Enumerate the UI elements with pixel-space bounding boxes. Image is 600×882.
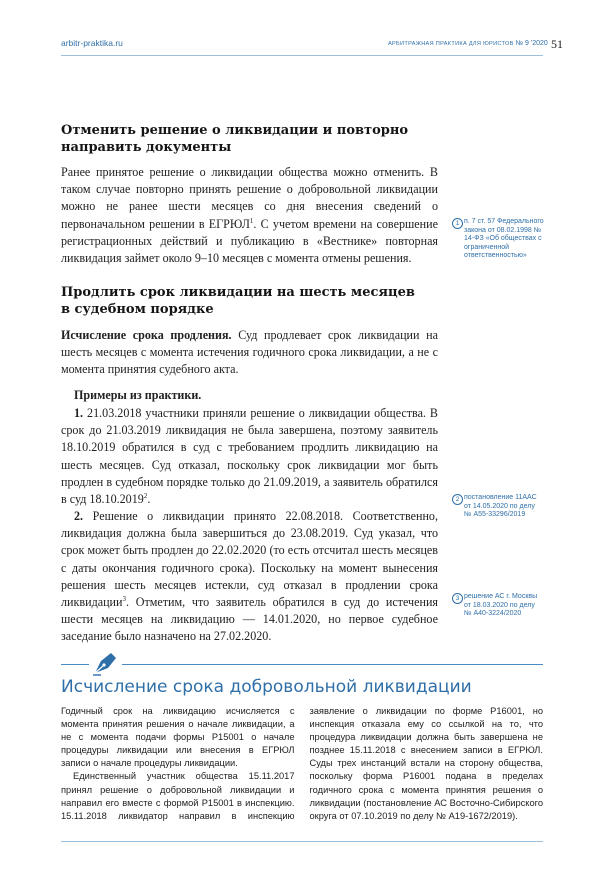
- magazine-title: [388, 40, 548, 47]
- footnote-ref-3[interactable]: 3: [122, 594, 127, 603]
- section1-paragraph: [61, 164, 438, 267]
- footnote-ref-2[interactable]: 2: [143, 491, 148, 500]
- example-2-text: Решение о ликвидации принято 22.08.2018. Соответственно, ликвидация должна была завершиться до 23.08.2019. Суд указал, что срок может быть продлен до 22.02.2020 (то есть отсчитал шесть месяцев с даты окончания годичного срока). Поскольку на момент вынесения решения шесть месяцев истекли, суд отказал в продлении срока ликвидации: [61, 509, 438, 610]
- section2-heading: [61, 284, 441, 318]
- section2-lead: [61, 327, 438, 379]
- sidenote-2-text: постановление 11ААС от 14.05.2020 по делу № А55-33296/2019: [464, 494, 537, 519]
- sidenote-3-text: решение АС г. Москвы от 18.03.2020 по делу № А40-3224/2020: [464, 593, 538, 618]
- section1-text: Ранее принятое решение о ликвидации общества можно отменить. В таком случае повторно принять решение о добровольной ликвидации можно не ранее шести месяцев со дня внесения сведений о первоначальном решении в ЕГРЮЛ: [61, 165, 438, 231]
- sidenote-2: [452, 494, 544, 520]
- pen-nib-icon: [91, 651, 119, 677]
- issue-number: № 9 '2020: [515, 40, 548, 47]
- box-bottom-rule: [61, 841, 543, 842]
- box-paragraph-1: Годичный срок на ликвидацию исчисляется с момента принятия решения о начале ликвидации, а не с момента подачи формы Р15001 о начале процедуры ликвидации или внесения в ЕГРЮЛ записи о начале процедуры ликвидации.: [61, 706, 295, 769]
- example-2-number: 2.: [74, 509, 84, 523]
- section2-title-line2: в судебном порядке: [61, 302, 214, 317]
- example-1-text: 21.03.2018 участники приняли решение о ликвидации общества. В срок до 21.03.2019 ликвидация не была завершена, поэтому заявитель 18.10.2019 обратился в суд с требованием продлить ликвидацию на шесть месяцев. Суд отказал, поскольку срок ликвидации мог быть продлен в судебном порядке только до 21.09.2019, а заявитель обратился в суд 18.10.2019: [61, 406, 438, 507]
- box-text: [61, 705, 543, 835]
- examples-title: Примеры из практики.: [74, 388, 202, 402]
- box-top-rule-right: [122, 664, 543, 665]
- sidenote-1: [452, 218, 544, 261]
- sidenote-3: [452, 593, 544, 619]
- example-1-end: .: [147, 492, 151, 507]
- magazine-name: АРБИТРАЖНАЯ ПРАКТИКА ДЛЯ ЮРИСТОВ: [388, 41, 514, 47]
- header-divider: [61, 55, 543, 56]
- site-url[interactable]: arbitr-praktika.ru: [61, 38, 123, 48]
- lead-text: Суд продлевает срок ликвидации на шесть месяцев с момента истечения годичного срока ликвидации, а не с момента принятия судебного акта.: [61, 328, 438, 377]
- sidenote-2-number: 2: [452, 494, 463, 505]
- box-paragraph-2: Единственный участник общества 15.11.2017 принял решение о добровольной ликвидации и направил его вместе с формой Р15001 в инспекцию. 15.11.2018 ликвидатор направил в инспекцию заявление о ликвидации по форме Р16001, но инспекция отказала ему со ссылкой на то, что процедура ликвидации должна быть завершена не позднее 15.11.2018 с внесением записи в ЕГРЮЛ. Суды трех инстанций встали на сторону общества, поскольку форма Р16001 подана в пределах годичного срока с момента принятия решения о ликвидации (постановление АС Восточно-Сибирского округа от 07.10.2019 по делу № А19-1672/2019).: [61, 706, 543, 821]
- sidenote-1-number: 1: [452, 218, 463, 229]
- section1-text-cont: . С учетом времени на совершение регистрационных действий и публикацию в «Вестнике» повторная ликвидация займет около 9–10 месяцев с момента отмены решения.: [61, 216, 438, 266]
- example-2: [61, 508, 438, 646]
- section2-title-line1: Продлить срок ликвидации на шесть месяцев: [61, 285, 415, 300]
- sidenote-1-text: п. 7 ст. 57 Федерального закона от 08.02.1998 № 14-ФЗ «Об обществах с ограниченной ответственностью»: [464, 218, 544, 260]
- box-top-rule-left: [61, 664, 89, 665]
- box-title: Исчисление срока добровольной ликвидации: [61, 677, 472, 697]
- example-1-number: 1.: [74, 406, 84, 420]
- box-text-columns: [61, 705, 543, 835]
- example-1: [61, 405, 438, 508]
- section1-title-line2: направить документы: [61, 140, 232, 155]
- section1-heading: [61, 122, 441, 156]
- section1-title-line1: Отменить решение о ликвидации и повторно: [61, 123, 409, 138]
- page-number: 51: [551, 37, 563, 51]
- footnote-ref-1[interactable]: 1: [249, 216, 254, 225]
- example-2-end: . Отметим, что заявитель обратился в суд до истечения шести месяцев на ликвидацию — 14.01.2020, но первое судебное заседание было назначено на 27.02.2020.: [61, 595, 438, 644]
- sidenote-3-number: 3: [452, 593, 463, 604]
- lead-bold: Исчисление срока продления.: [61, 328, 232, 342]
